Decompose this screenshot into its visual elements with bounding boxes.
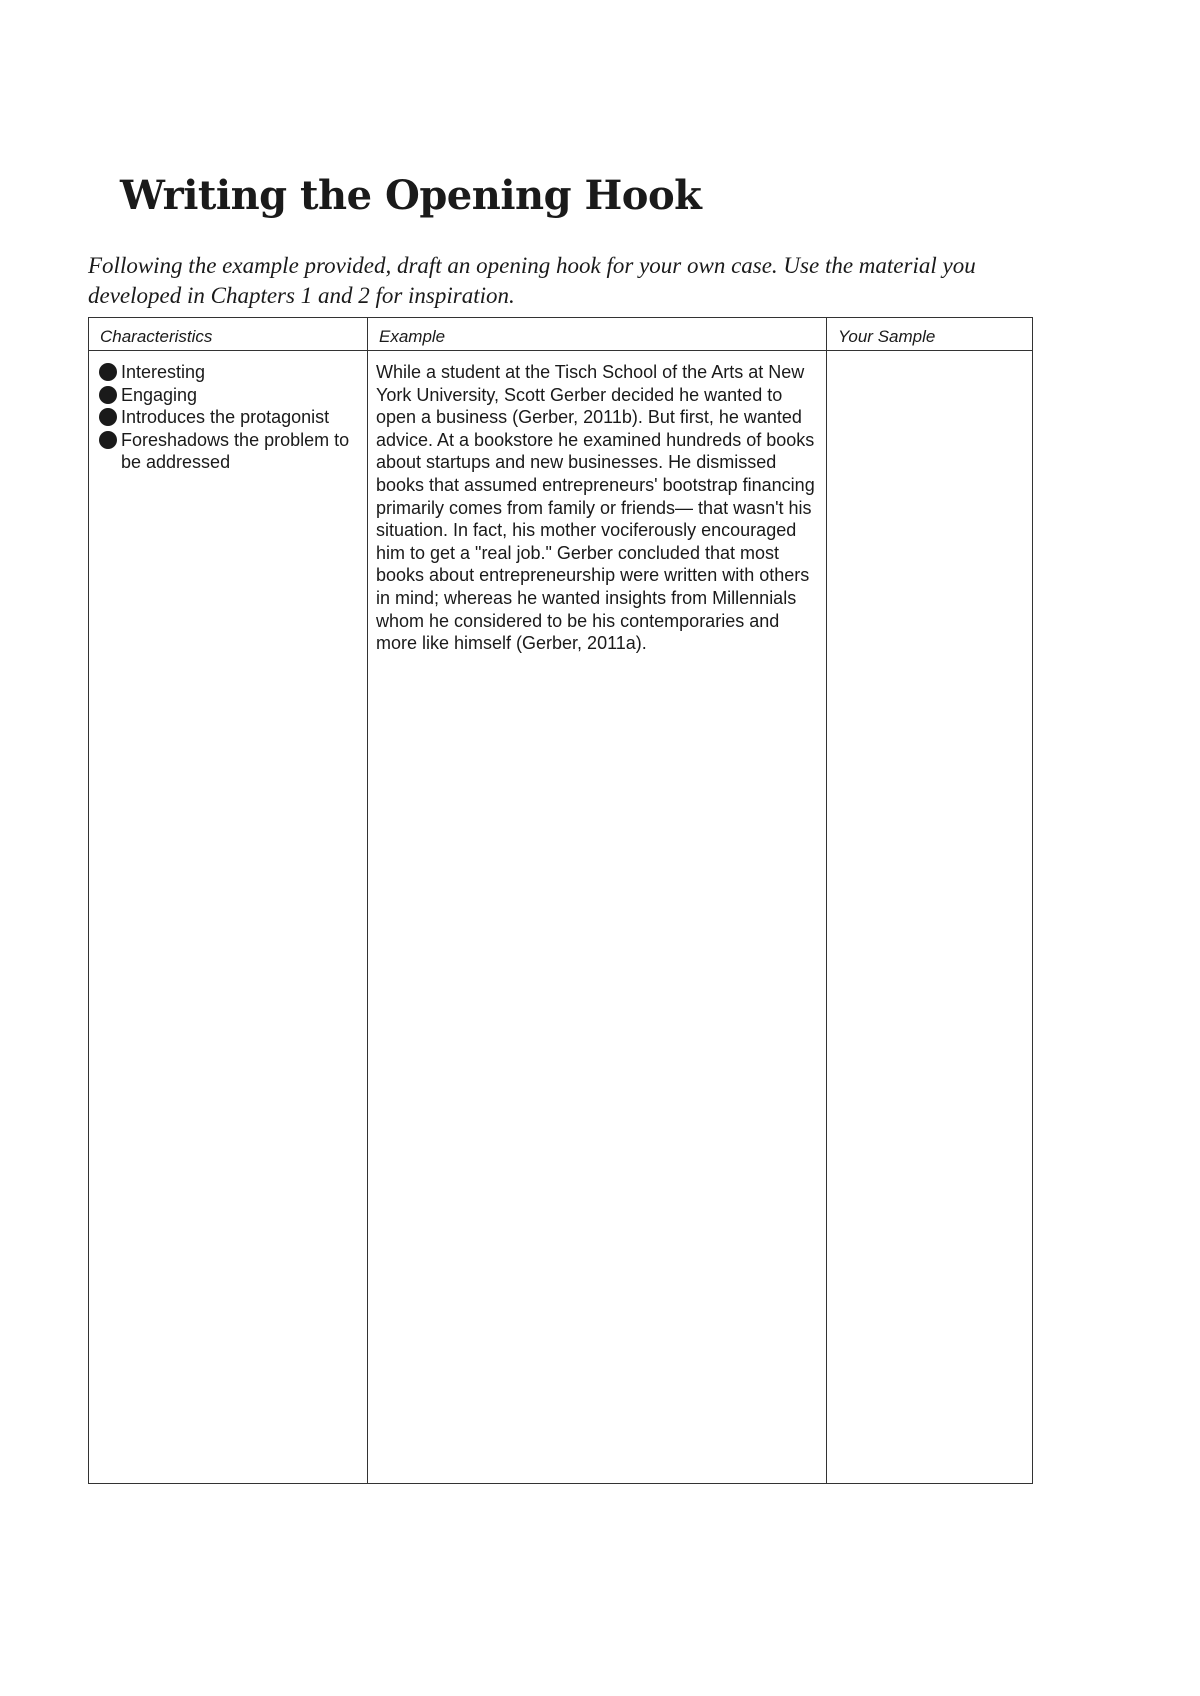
list-item (99, 384, 363, 407)
characteristic-label: Interesting (121, 362, 206, 382)
example-cell (368, 351, 827, 1484)
list-item (99, 429, 363, 474)
list-item (99, 406, 363, 429)
content-row (89, 351, 1033, 1484)
characteristics-list (89, 351, 367, 474)
bullet-icon (99, 386, 117, 404)
hook-worksheet-table (88, 317, 1033, 1484)
header-your-sample: Your Sample (827, 318, 1033, 351)
bullet-icon (99, 363, 117, 381)
your-sample-cell[interactable] (827, 351, 1033, 1484)
header-characteristics: Characteristics (89, 318, 368, 351)
characteristic-label: Introduces the protagonist (121, 407, 330, 428)
bullet-icon (99, 408, 117, 426)
header-example: Example (368, 318, 827, 351)
characteristic-label: Foreshadows the problem to be addressed (121, 429, 350, 473)
page-title: Writing the Opening Hook (120, 172, 702, 219)
list-item (99, 361, 363, 384)
characteristic-label: Engaging (121, 384, 198, 405)
bullet-icon (99, 431, 117, 449)
characteristics-cell (89, 351, 368, 1484)
instructions: Following the example provided, draft an opening hook for your own case. Use the material you developed in Chapters 1 and 2 for inspiration. (88, 253, 976, 308)
example-text: While a student at the Tisch School of the Arts at New York University, Scott Gerber decided he wanted to open a business (Gerber, 2011b). But first, he wanted advice. At a bookstore he examined hundreds of books about startups and new businesses. He dismissed books that assumed entrepreneurs' bootstrap financing primarily comes from family or friends— that wasn't his situation. In fact, his mother vociferously encouraged him to get a "real job." Gerber concluded that most books about entrepreneurship were written with others in mind; whereas he wanted insights from Millennials whom he considered to be his contemporaries and more like himself (Gerber, 2011a). (376, 362, 815, 654)
header-row (89, 318, 1033, 351)
